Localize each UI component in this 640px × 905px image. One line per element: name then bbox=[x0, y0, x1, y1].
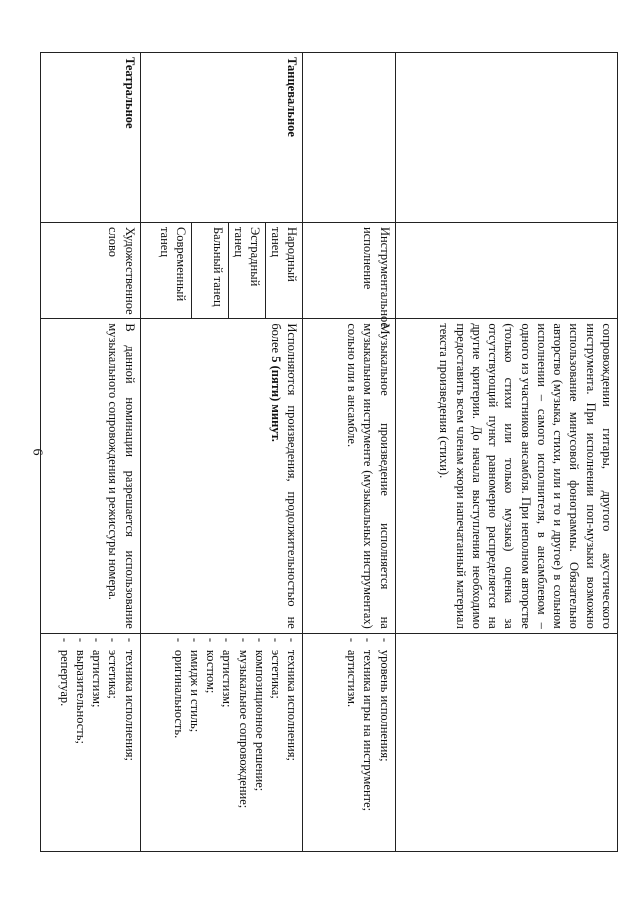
description-cell: сопровождении гитары, другого акустического инструмента. При исполнении поп-музыки возможно использование минусовой фонограммы. Обязательно авторство (музыка, стихи, или и то и другое) в сольном исполнении – самого исполнителя, в ансамблевом – одного из участников ансамбля. При неполном авторстве (только стихи или только музыка) оценка за отсутствующий пункт равномерно распределяется на другие критерии. До начала выступления необходимо предоставить всем членам жюри напечатанный материал текста произведения (стихи). bbox=[395, 319, 617, 634]
criteria-item: - техника исполнения; bbox=[122, 638, 138, 847]
criteria-item: - уровень исполнения; bbox=[376, 638, 392, 847]
criteria-item: - репертуар. bbox=[57, 638, 73, 847]
nomination-cell: Инструментальное исполнение bbox=[303, 222, 395, 318]
description-text: Исполняются произведения, продолжительностью не более bbox=[269, 323, 300, 629]
category-cell bbox=[395, 53, 617, 223]
criteria-cell bbox=[41, 633, 141, 851]
criteria-cell bbox=[303, 633, 395, 851]
table-row bbox=[303, 53, 395, 852]
nomination-modern-dance: Современный танец bbox=[158, 226, 189, 302]
table-row bbox=[140, 53, 303, 852]
criteria-cell bbox=[140, 633, 303, 851]
category-cell bbox=[303, 53, 395, 223]
criteria-item: - композиционное решение; bbox=[252, 638, 268, 847]
page-number: 6 bbox=[29, 448, 45, 456]
nomination-pop-dance: Эстрадный танец bbox=[228, 223, 265, 318]
criteria-item: - техника исполнения; bbox=[284, 638, 300, 847]
criteria-item: - музыкальное сопровождение; bbox=[235, 638, 251, 847]
nomination-folk-dance: Народный танец bbox=[265, 223, 302, 318]
description-cell bbox=[140, 319, 303, 634]
category-cell: Театральное bbox=[41, 53, 141, 223]
criteria-item: - артистизм; bbox=[219, 638, 235, 847]
criteria-item: - выразительность; bbox=[73, 638, 89, 847]
nomination-cell: Художественное слово bbox=[41, 222, 141, 318]
nomination-ballroom-dance: Бальный танец bbox=[191, 223, 228, 318]
criteria-item: - эстетика; bbox=[268, 638, 284, 847]
criteria-item: - имидж и стиль; bbox=[187, 638, 203, 847]
criteria-item: - оригинальность. bbox=[170, 638, 186, 847]
table-row bbox=[395, 53, 617, 852]
nominations-table bbox=[40, 52, 618, 852]
nomination-cell bbox=[140, 222, 303, 318]
rotated-page bbox=[40, 52, 618, 852]
description-cell: Музыкальное произведение исполняется на музыкальном инструменте (музыкальных инструментах) сольно или в ансамбле. bbox=[303, 319, 395, 634]
criteria-cell bbox=[395, 633, 617, 851]
table-row bbox=[41, 53, 141, 852]
category-cell: Танцевальное bbox=[140, 53, 303, 223]
criteria-item: - артистизм. bbox=[344, 638, 360, 847]
criteria-item: - техника игры на инструменте; bbox=[360, 638, 376, 847]
description-cell: В данной номинации разрешается использование музыкального сопровождения и режиссуры номера. bbox=[41, 319, 141, 634]
criteria-item: - костюм; bbox=[203, 638, 219, 847]
description-duration: 5 (пяти) минут. bbox=[269, 356, 284, 442]
criteria-item: - эстетика; bbox=[105, 638, 121, 847]
nomination-cell bbox=[395, 222, 617, 318]
criteria-item: - артистизм; bbox=[89, 638, 105, 847]
